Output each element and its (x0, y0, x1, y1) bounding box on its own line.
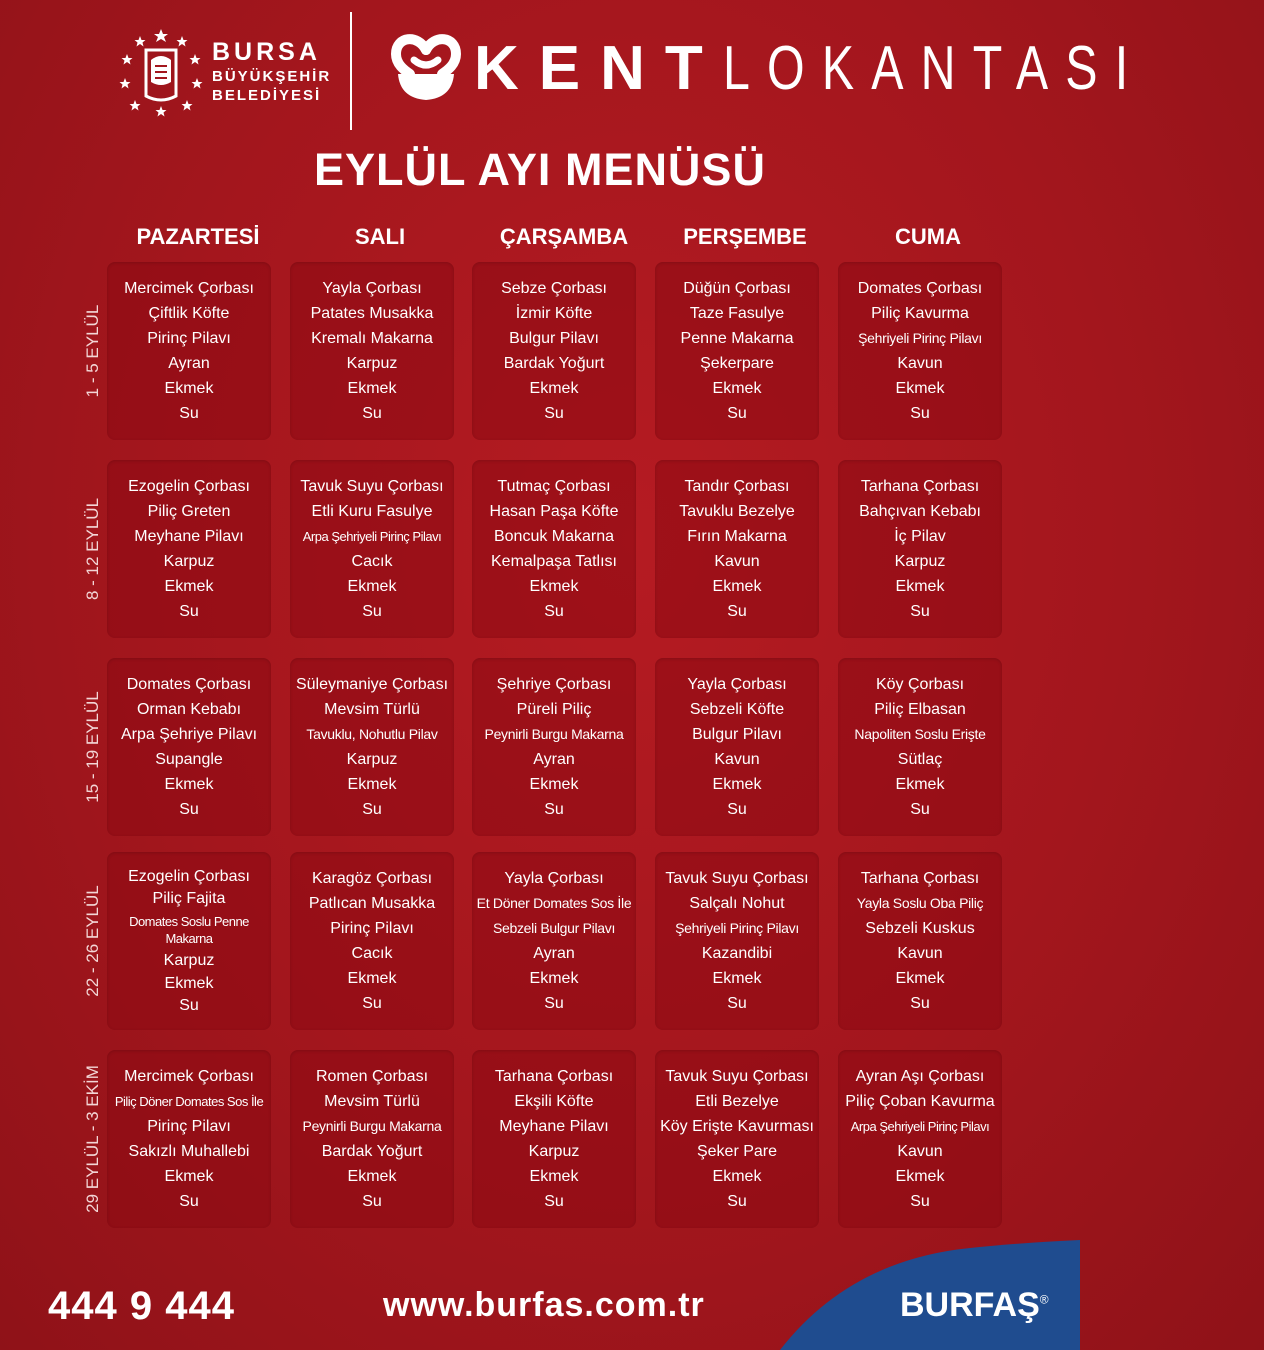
menu-item: Peynirli Burgu Makarna (302, 1118, 442, 1134)
heart-bowl-icon (390, 30, 462, 106)
menu-item: Pirinç Pilavı (330, 920, 414, 937)
menu-item: Yayla Soslu Oba Piliç (856, 895, 984, 911)
menu-item: Ekmek (712, 776, 762, 793)
menu-item: Ekmek (712, 1168, 762, 1185)
menu-item: Sebze Çorbası (501, 280, 607, 297)
menu-item: Ekmek (164, 974, 214, 992)
menu-item: Karpuz (528, 1143, 580, 1160)
menu-item: Yayla Çorbası (322, 280, 422, 297)
menu-cell (290, 262, 454, 440)
restaurant-name (474, 34, 1264, 103)
municipality-line-2: BÜYÜKŞEHİR (212, 68, 332, 85)
menu-cell (290, 460, 454, 638)
menu-item: Penne Makarna (680, 330, 794, 347)
menu-cell (107, 1050, 271, 1228)
menu-item: Ekmek (347, 578, 397, 595)
menu-item: Karpuz (346, 751, 398, 768)
menu-item: Domates Soslu Penne Makarna (129, 913, 249, 946)
menu-item: Su (362, 1193, 382, 1210)
menu-item: Ayran Aşı Çorbası (855, 1068, 985, 1085)
menu-item: Tavuk Suyu Çorbası (665, 1068, 809, 1085)
menu-item: Ekmek (712, 578, 762, 595)
menu-item: Tutmaç Çorbası (497, 478, 611, 495)
menu-item: Su (727, 603, 747, 620)
menu-item: Ekmek (529, 380, 579, 397)
menu-item: Piliç Fajita (152, 890, 226, 908)
menu-item: Ekmek (347, 380, 397, 397)
menu-item: Su (179, 1193, 199, 1210)
menu-item: Ekmek (347, 970, 397, 987)
municipality-line-1: BURSA (212, 38, 321, 66)
restaurant-name-bold: KENT (474, 34, 723, 103)
menu-item: Kremalı Makarna (311, 330, 433, 347)
menu-item: Romen Çorbası (315, 1068, 429, 1085)
menu-cell (655, 460, 819, 638)
restaurant-name-thin: LOKANTASI (722, 34, 1146, 103)
website-link[interactable]: www.burfas.com.tr (383, 1286, 705, 1324)
menu-item: Ekmek (895, 1168, 945, 1185)
menu-item: Karpuz (163, 952, 215, 970)
menu-item: Su (179, 801, 199, 818)
menu-item: Domates Çorbası (857, 280, 983, 297)
menu-item: Kemalpaşa Tatlısı (491, 553, 617, 570)
menu-cell (107, 460, 271, 638)
menu-item: Patlıcan Musakka (308, 895, 436, 912)
menu-item: Ekmek (895, 380, 945, 397)
menu-item: Kavun (714, 553, 760, 570)
menu-item: Etli Bezelye (695, 1093, 779, 1110)
menu-cell (655, 1050, 819, 1228)
menu-item: Cacık (351, 945, 393, 962)
menu-item: Sütlaç (897, 751, 943, 768)
menu-item: Bahçıvan Kebabı (859, 503, 981, 520)
menu-item: Ezogelin Çorbası (128, 478, 250, 495)
menu-item: Ezogelin Çorbası (128, 867, 250, 885)
menu-item: Su (910, 405, 930, 422)
menu-item: Su (727, 801, 747, 818)
menu-item: Salçalı Nohut (689, 895, 785, 912)
menu-item: Sebzeli Bulgur Pilavı (492, 920, 616, 936)
menu-item: Mevsim Türlü (324, 1093, 420, 1110)
menu-item: Ekmek (347, 1168, 397, 1185)
menu-cell (472, 1050, 636, 1228)
menu-item: Yayla Çorbası (504, 870, 604, 887)
menu-item: Bulgur Pilavı (509, 330, 599, 347)
menu-item: Tarhana Çorbası (860, 870, 980, 887)
menu-cell (107, 852, 271, 1030)
menu-item: Çiftlik Köfte (148, 305, 230, 322)
menu-cell (472, 852, 636, 1030)
menu-item: Piliç Elbasan (874, 701, 966, 718)
menu-item: Şeker Pare (696, 1143, 778, 1160)
menu-item: Sakızlı Muhallebi (128, 1143, 250, 1160)
menu-item: Sebzeli Köfte (689, 701, 785, 718)
menu-item: Su (179, 603, 199, 620)
menu-item: Hasan Paşa Köfte (489, 503, 619, 520)
registered-mark: ® (1039, 1292, 1049, 1307)
menu-item: Orman Kebabı (136, 701, 242, 718)
menu-item: Ekmek (164, 1168, 214, 1185)
menu-item: Karpuz (346, 355, 398, 372)
menu-cell (290, 658, 454, 836)
menu-item: Su (910, 995, 930, 1012)
menu-item: Mercimek Çorbası (124, 1068, 254, 1085)
menu-item: İç Pilav (894, 528, 946, 545)
menu-item: Su (544, 995, 564, 1012)
week-label: 15 - 19 EYLÜL (83, 691, 102, 803)
week-label: 8 - 12 EYLÜL (83, 497, 102, 601)
menu-item: Düğün Çorbası (683, 280, 791, 297)
menu-item: Bardak Yoğurt (321, 1143, 423, 1160)
menu-item: Kavun (897, 1143, 943, 1160)
menu-item: Su (544, 405, 564, 422)
menu-item: Piliç Kavurma (871, 305, 969, 322)
menu-item: Taze Fasulye (689, 305, 785, 322)
menu-cell (655, 658, 819, 836)
menu-item: İzmir Köfte (515, 305, 593, 322)
kent-lokantasi-logo[interactable] (390, 30, 1146, 110)
day-header-thursday: PERŞEMBE (683, 224, 807, 249)
burfas-logo-text: BURFAŞ (900, 1286, 1040, 1324)
page-title: EYLÜL AYI MENÜSÜ (314, 144, 766, 195)
menu-item: Şehriye Çorbası (496, 676, 612, 693)
menu-item: Mercimek Çorbası (124, 280, 254, 297)
menu-item: Karagöz Çorbası (311, 870, 433, 887)
menu-item: Su (727, 995, 747, 1012)
menu-item: Sebzeli Kuskus (865, 920, 975, 937)
menu-item: Meyhane Pilavı (499, 1118, 609, 1135)
menu-item: Ekmek (529, 578, 579, 595)
menu-item: Pirinç Pilavı (147, 1118, 231, 1135)
menu-item: Ayran (533, 751, 575, 768)
menu-item: Tavuklu Bezelye (679, 503, 795, 520)
menu-item: Ekmek (529, 970, 579, 987)
menu-item: Ekmek (164, 578, 214, 595)
menu-cell (472, 262, 636, 440)
menu-cell (107, 658, 271, 836)
menu-item: Püreli Piliç (516, 701, 592, 718)
menu-item: Kavun (897, 945, 943, 962)
menu-item: Su (544, 801, 564, 818)
menu-cell (838, 1050, 1002, 1228)
menu-item: Su (362, 603, 382, 620)
menu-item: Su (910, 603, 930, 620)
menu-item: Ayran (168, 355, 210, 372)
menu-item: Su (362, 405, 382, 422)
menu-item: Etli Kuru Fasulye (311, 503, 433, 520)
menu-item: Tavuk Suyu Çorbası (665, 870, 809, 887)
phone-number[interactable]: 444 9 444 (48, 1284, 235, 1328)
menu-item: Kavun (714, 751, 760, 768)
week-label: 22 - 26 EYLÜL (83, 885, 102, 997)
municipality-emblem-icon (118, 26, 204, 118)
menu-item: Tavuk Suyu Çorbası (300, 478, 444, 495)
menu-item: Domates Çorbası (126, 676, 252, 693)
menu-cell (472, 658, 636, 836)
day-header-tuesday: SALI (354, 224, 406, 249)
menu-cell (655, 852, 819, 1030)
menu-cell (838, 852, 1002, 1030)
menu-item: Peynirli Burgu Makarna (484, 726, 624, 742)
day-header-wednesday: ÇARŞAMBA (499, 224, 629, 249)
menu-item: Tarhana Çorbası (494, 1068, 614, 1085)
menu-item: Su (544, 603, 564, 620)
menu-item: Yayla Çorbası (687, 676, 787, 693)
menu-item: Et Döner Domates Sos İle (476, 895, 632, 911)
menu-item: Meyhane Pilavı (134, 528, 244, 545)
menu-cell (107, 262, 271, 440)
menu-item: Su (544, 1193, 564, 1210)
menu-cell (290, 852, 454, 1030)
menu-item: Ayran (533, 945, 575, 962)
menu-item: Piliç Çoban Kavurma (845, 1093, 995, 1110)
menu-item: Karpuz (163, 553, 215, 570)
menu-item: Patates Musakka (310, 305, 434, 322)
menu-item: Ekmek (895, 776, 945, 793)
menu-item: Supangle (155, 751, 223, 768)
menu-item: Ekmek (347, 776, 397, 793)
menu-item: Süleymaniye Çorbası (295, 676, 449, 693)
menu-item: Köy Erişte Kavurması (660, 1118, 814, 1135)
menu-item: Arpa Şehriyeli Pirinç Pilavı (302, 529, 442, 544)
menu-item: Ekmek (529, 776, 579, 793)
menu-item: Boncuk Makarna (493, 528, 615, 545)
municipality-line-3: BELEDİYESİ (212, 87, 322, 104)
menu-item: Ekmek (164, 380, 214, 397)
menu-item: Ekmek (895, 578, 945, 595)
municipality-name (212, 40, 331, 103)
menu-item: Su (910, 1193, 930, 1210)
header (0, 0, 1146, 140)
menu-item: Su (179, 997, 199, 1015)
menu-item: Kavun (897, 355, 943, 372)
menu-item: Mevsim Türlü (324, 701, 420, 718)
menu-item: Su (362, 995, 382, 1012)
menu-item: Ekmek (164, 776, 214, 793)
week-label: 29 EYLÜL - 3 EKİM (83, 1065, 102, 1213)
menu-item: Cacık (351, 553, 393, 570)
week-label: 1 - 5 EYLÜL (83, 304, 102, 398)
menu-item: Şehriyeli Pirinç Pilavı (858, 330, 982, 346)
menu-item: Bardak Yoğurt (503, 355, 605, 372)
menu-item: Kazandibi (701, 945, 773, 962)
menu-item: Tavuklu, Nohutlu Pilav (306, 726, 438, 742)
menu-item: Köy Çorbası (875, 676, 965, 693)
menu-item: Su (910, 801, 930, 818)
menu-cell (838, 262, 1002, 440)
menu-item: Piliç Döner Domates Sos İle (114, 1094, 264, 1109)
menu-item: Pirinç Pilavı (147, 330, 231, 347)
menu-item: Ekşili Köfte (514, 1093, 594, 1110)
menu-item: Su (362, 801, 382, 818)
menu-item: Tarhana Çorbası (860, 478, 980, 495)
menu-item: Bulgur Pilavı (692, 726, 782, 743)
menu-cell (838, 460, 1002, 638)
menu-cell (655, 262, 819, 440)
menu-item: Ekmek (895, 970, 945, 987)
menu-item: Şekerpare (700, 355, 774, 372)
menu-item: Şehriyeli Pirinç Pilavı (675, 920, 799, 936)
menu-item: Karpuz (894, 553, 946, 570)
menu-item: Su (727, 405, 747, 422)
day-header-monday: PAZARTESİ (136, 224, 260, 249)
day-header-friday: CUMA (895, 224, 961, 249)
menu-item: Ekmek (712, 380, 762, 397)
menu-item: Fırın Makarna (687, 528, 787, 545)
menu-cell (838, 658, 1002, 836)
menu-item: Arpa Şehriye Pilavı (120, 726, 258, 743)
menu-item: Napoliten Soslu Erişte (854, 726, 986, 742)
menu-item: Su (727, 1193, 747, 1210)
menu-item: Su (179, 405, 199, 422)
menu-cell (290, 1050, 454, 1228)
menu-cell (472, 460, 636, 638)
header-divider (350, 12, 352, 130)
menu-item: Ekmek (712, 970, 762, 987)
menu-item: Tandır Çorbası (684, 478, 790, 495)
burfas-logo[interactable] (900, 1286, 1049, 1325)
menu-item: Ekmek (529, 1168, 579, 1185)
bursa-municipality-logo[interactable] (118, 26, 332, 118)
menu-item: Arpa Şehriyeli Pirinç Pilavı (850, 1119, 990, 1134)
menu-item: Piliç Greten (147, 503, 231, 520)
